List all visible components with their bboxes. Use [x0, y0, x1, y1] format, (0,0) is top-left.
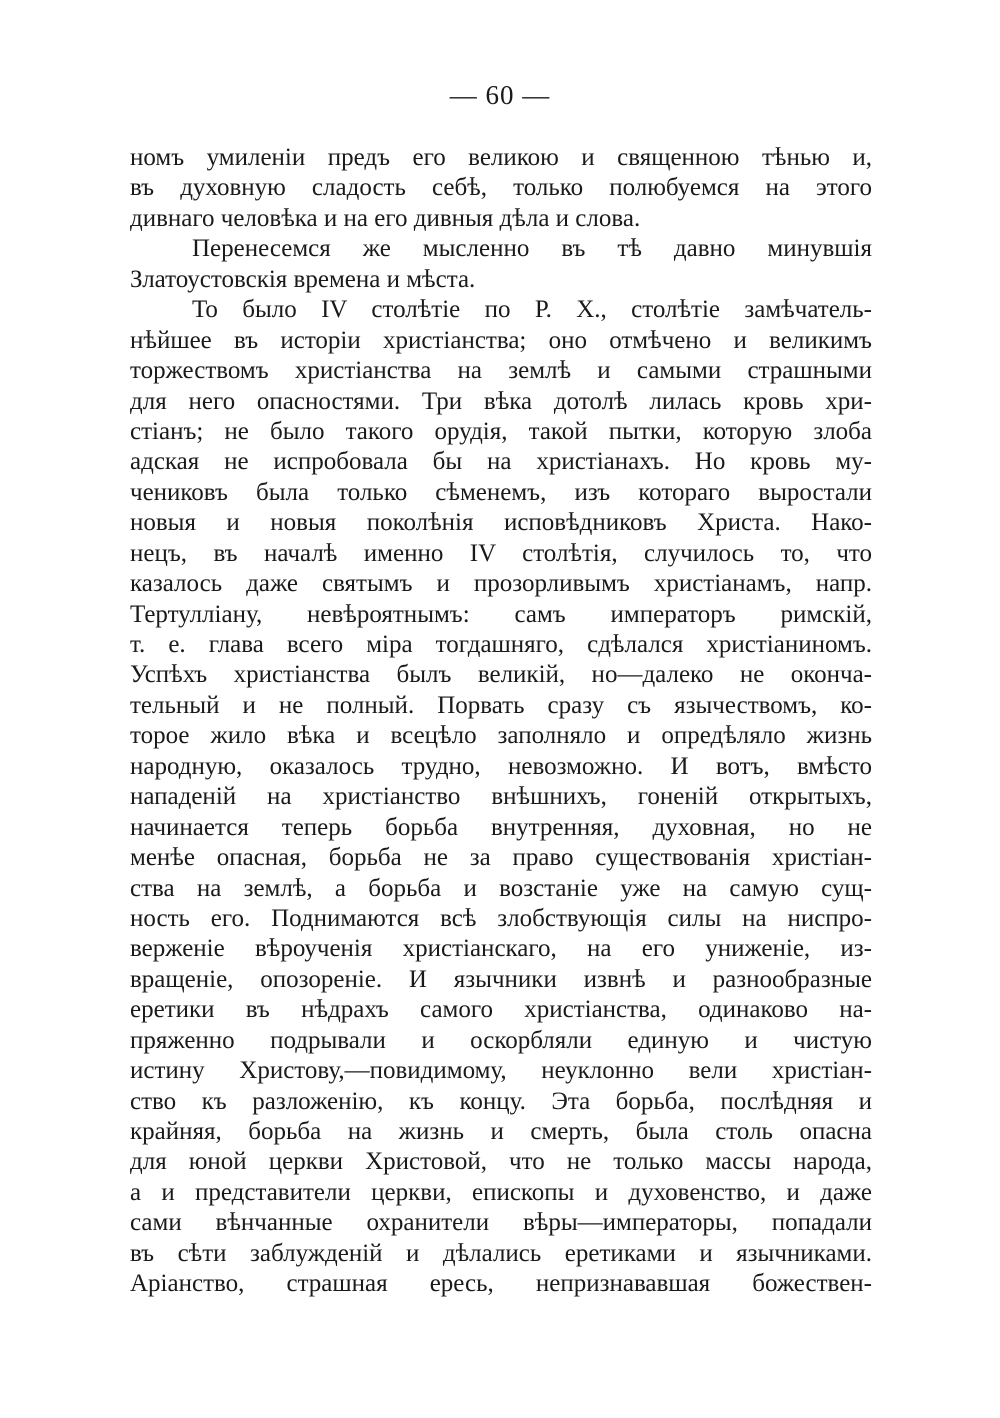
text-line: стіанъ; не было такого орудія, такой пытки, которую злоба	[130, 417, 872, 445]
text-line: менѣе опасная, борьба не за право существованія христіан-	[130, 844, 872, 872]
text-line: То было IV столѣтіе по Р. X., столѣтіе замѣчатель-	[192, 296, 872, 324]
text-line: адская не испробовала бы на христіанахъ. Но кровь му-	[130, 448, 872, 476]
text-line: ство къ разложенію, къ концу. Эта борьба, послѣдняя и	[130, 1087, 872, 1115]
text-line: крайняя, борьба на жизнь и смерть, была столь опасна	[130, 1118, 872, 1145]
text-line: для юной церкви Христовой, что не только массы народа,	[130, 1148, 872, 1176]
text-line: въ духовную сладость себѣ, только полюбуемся на этого	[130, 174, 872, 202]
text-line: вращеніе, опозореніе. И язычники извнѣ и разнообразные	[130, 965, 872, 993]
text-line: верженіе вѣроученія христіанскаго, на его униженіе, из-	[130, 935, 872, 963]
text-line: нецъ, въ началѣ именно IV столѣтія, случилось то, что	[130, 539, 872, 567]
text-line: для него опасностями. Три вѣка дотолѣ лилась кровь хри-	[130, 387, 872, 415]
text-line: торое жило вѣка и всецѣло заполняло и опредѣляло жизнь	[130, 722, 872, 750]
text-line: Перенесемся же мысленно въ тѣ давно минувшія	[192, 235, 872, 263]
page-number: — 60 —	[449, 80, 551, 110]
text-line: тельный и не полный. Порвать сразу съ язычествомъ, ко-	[130, 691, 872, 719]
text-line: начинается теперь борьба внутренняя, духовная, но не	[130, 813, 872, 841]
text-line: нападеній на христіанство внѣшнихъ, гоненій открытыхъ,	[130, 783, 872, 811]
text-line: а и представители церкви, епископы и духовенство, и даже	[130, 1178, 872, 1206]
text-line: Аріанство, страшная ересь, непризнававшая божествен-	[130, 1270, 872, 1298]
text-line: номъ умиленіи предъ его великою и священною тѣнью и,	[130, 144, 872, 171]
text-line: Златоустовскія времена и мѣста.	[130, 265, 476, 293]
text-line: т. е. глава всего міра тогдашняго, сдѣлался христіаниномъ.	[130, 631, 872, 658]
text-line: народную, оказалось трудно, невозможно. И вотъ, вмѣсто	[130, 752, 872, 780]
text-line: дивнаго человѣка и на его дивныя дѣла и слова.	[130, 204, 641, 232]
text-line: Успѣхъ христіанства былъ великій, но—далеко не оконча-	[130, 661, 872, 689]
text-line: въ сѣти заблужденій и дѣлались еретиками и язычниками.	[130, 1239, 872, 1267]
text-line: ность его. Поднимаются всѣ злобствующія силы на ниспро-	[130, 904, 872, 932]
text-line: нѣйшее въ исторіи христіанства; оно отмѣчено и великимъ	[130, 326, 872, 354]
body-text	[130, 143, 872, 1300]
text-line: новыя и новыя поколѣнія исповѣдниковъ Христа. Нако-	[130, 509, 872, 537]
text-line: еретики въ нѣдрахъ самого христіанства, одинаково на-	[130, 996, 872, 1024]
text-line: истину Христову,—повидимому, неуклонно вели христіан-	[130, 1057, 872, 1085]
text-line: Тертулліану, невѣроятнымъ: самъ императоръ римскій,	[130, 600, 872, 628]
text-line: чениковъ была только сѣменемъ, изъ котораго выростали	[130, 478, 872, 506]
text-line: торжествомъ христіанства на землѣ и самыми страшными	[130, 357, 872, 385]
text-line: казалось даже святымъ и прозорливымъ христіанамъ, напр.	[130, 570, 872, 598]
text-line: пряженно подрывали и оскорбляли единую и чистую	[130, 1026, 872, 1054]
text-line: ства на землѣ, а борьба и возстаніе уже на самую сущ-	[130, 874, 872, 902]
text-line: сами вѣнчанные охранители вѣры—императоры, попадали	[130, 1209, 872, 1237]
